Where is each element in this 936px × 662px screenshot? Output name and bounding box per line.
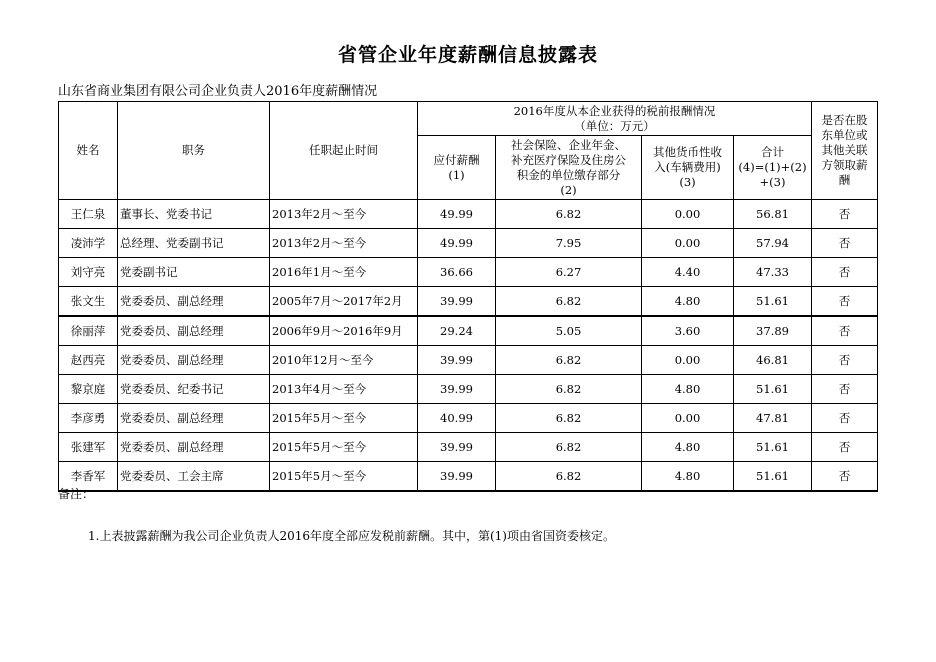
cell-related: 否 — [812, 375, 878, 404]
header-pretax-group — [418, 102, 812, 136]
cell-insurance: 5.05 — [496, 316, 642, 346]
cell-pay: 39.99 — [418, 375, 496, 404]
cell-insurance: 6.27 — [496, 258, 642, 287]
table-row — [59, 404, 878, 433]
cell-position: 董事长、党委书记 — [118, 200, 270, 229]
cell-other: 4.80 — [642, 433, 734, 462]
header-pretax-title: 2016年度从本企业获得的税前报酬情况 — [513, 103, 716, 118]
cell-term: 2005年7月～2017年2月 — [270, 287, 418, 317]
cell-position: 党委委员、副总经理 — [118, 433, 270, 462]
table-row — [59, 258, 878, 287]
notes-label: 备注： — [58, 487, 95, 501]
cell-name: 徐丽萍 — [59, 316, 118, 346]
cell-total: 51.61 — [734, 375, 812, 404]
cell-term: 2016年1月～至今 — [270, 258, 418, 287]
cell-total: 51.61 — [734, 433, 812, 462]
header-insurance: 社会保险、企业年金、 补充医疗保险及住房公 积金的单位缴存部分 (2) — [496, 136, 642, 200]
table-row — [59, 462, 878, 492]
salary-table — [58, 101, 878, 492]
cell-term: 2006年9月～2016年9月 — [270, 316, 418, 346]
cell-other: 0.00 — [642, 404, 734, 433]
cell-term: 2015年5月～至今 — [270, 404, 418, 433]
table-row — [59, 287, 878, 317]
cell-position: 党委委员、工会主席 — [118, 462, 270, 492]
cell-total: 37.89 — [734, 316, 812, 346]
cell-name: 凌沛学 — [59, 229, 118, 258]
table-row — [59, 375, 878, 404]
cell-other: 4.80 — [642, 375, 734, 404]
cell-position: 党委委员、纪委书记 — [118, 375, 270, 404]
cell-other: 0.00 — [642, 200, 734, 229]
cell-position: 党委委员、副总经理 — [118, 404, 270, 433]
cell-total: 56.81 — [734, 200, 812, 229]
header-pretax-unit: （单位：万元） — [574, 118, 655, 133]
cell-other: 0.00 — [642, 346, 734, 375]
cell-related: 否 — [812, 404, 878, 433]
cell-position: 党委委员、副总经理 — [118, 346, 270, 375]
cell-total: 51.61 — [734, 287, 812, 317]
cell-pay: 39.99 — [418, 462, 496, 492]
cell-related: 否 — [812, 346, 878, 375]
cell-insurance: 6.82 — [496, 404, 642, 433]
table-row — [59, 316, 878, 346]
table-row — [59, 229, 878, 258]
cell-pay: 39.99 — [418, 433, 496, 462]
cell-insurance: 7.95 — [496, 229, 642, 258]
cell-name: 张建军 — [59, 433, 118, 462]
cell-pay: 39.99 — [418, 287, 496, 317]
cell-other: 4.80 — [642, 462, 734, 492]
header-total: 合计 (4)=(1)+(2) +(3) — [734, 136, 812, 200]
cell-term: 2013年2月～至今 — [270, 200, 418, 229]
cell-related: 否 — [812, 316, 878, 346]
header-term: 任职起止时间 — [270, 102, 418, 200]
cell-other: 4.40 — [642, 258, 734, 287]
cell-pay: 40.99 — [418, 404, 496, 433]
cell-insurance: 6.82 — [496, 462, 642, 492]
cell-total: 51.61 — [734, 462, 812, 492]
cell-related: 否 — [812, 200, 878, 229]
cell-name: 黎京庭 — [59, 375, 118, 404]
cell-related: 否 — [812, 462, 878, 492]
header-name: 姓名 — [59, 102, 118, 200]
cell-other: 3.60 — [642, 316, 734, 346]
table-subtitle: 山东省商业集团有限公司企业负责人2016年度薪酬情况 — [58, 84, 378, 99]
cell-total: 57.94 — [734, 229, 812, 258]
table-row — [59, 200, 878, 229]
cell-pay: 49.99 — [418, 229, 496, 258]
cell-other: 4.80 — [642, 287, 734, 317]
cell-related: 否 — [812, 229, 878, 258]
cell-term: 2010年12月～至今 — [270, 346, 418, 375]
cell-term: 2015年5月～至今 — [270, 433, 418, 462]
header-related-party: 是否在股 东单位或 其他关联 方领取薪 酬 — [812, 102, 878, 200]
cell-insurance: 6.82 — [496, 346, 642, 375]
cell-position: 总经理、党委副书记 — [118, 229, 270, 258]
table-row — [59, 433, 878, 462]
cell-position: 党委委员、副总经理 — [118, 316, 270, 346]
cell-insurance: 6.82 — [496, 200, 642, 229]
cell-name: 李彦勇 — [59, 404, 118, 433]
cell-related: 否 — [812, 287, 878, 317]
page-title: 省管企业年度薪酬信息披露表 — [337, 44, 598, 66]
header-position: 职务 — [118, 102, 270, 200]
cell-insurance: 6.82 — [496, 375, 642, 404]
header-payable-salary: 应付薪酬 (1) — [418, 136, 496, 200]
cell-term: 2015年5月～至今 — [270, 462, 418, 492]
cell-position: 党委委员、副总经理 — [118, 287, 270, 317]
cell-insurance: 6.82 — [496, 287, 642, 317]
cell-insurance: 6.82 — [496, 433, 642, 462]
cell-position: 党委副书记 — [118, 258, 270, 287]
cell-total: 46.81 — [734, 346, 812, 375]
cell-total: 47.81 — [734, 404, 812, 433]
note-item: 1.上表披露薪酬为我公司企业负责人2016年度全部应发税前薪酬。其中，第(1)项由省国资委核定。 — [88, 529, 615, 543]
cell-pay: 49.99 — [418, 200, 496, 229]
cell-name: 赵西亮 — [59, 346, 118, 375]
cell-pay: 36.66 — [418, 258, 496, 287]
cell-name: 刘守亮 — [59, 258, 118, 287]
cell-pay: 39.99 — [418, 346, 496, 375]
cell-related: 否 — [812, 258, 878, 287]
header-other-income: 其他货币性收 入(车辆费用) (3) — [642, 136, 734, 200]
cell-total: 47.33 — [734, 258, 812, 287]
cell-pay: 29.24 — [418, 316, 496, 346]
cell-name: 王仁泉 — [59, 200, 118, 229]
cell-name: 张文生 — [59, 287, 118, 317]
cell-term: 2013年4月～至今 — [270, 375, 418, 404]
cell-related: 否 — [812, 433, 878, 462]
cell-name: 李香军 — [59, 462, 118, 492]
table-row — [59, 346, 878, 375]
cell-term: 2013年2月～至今 — [270, 229, 418, 258]
cell-other: 0.00 — [642, 229, 734, 258]
